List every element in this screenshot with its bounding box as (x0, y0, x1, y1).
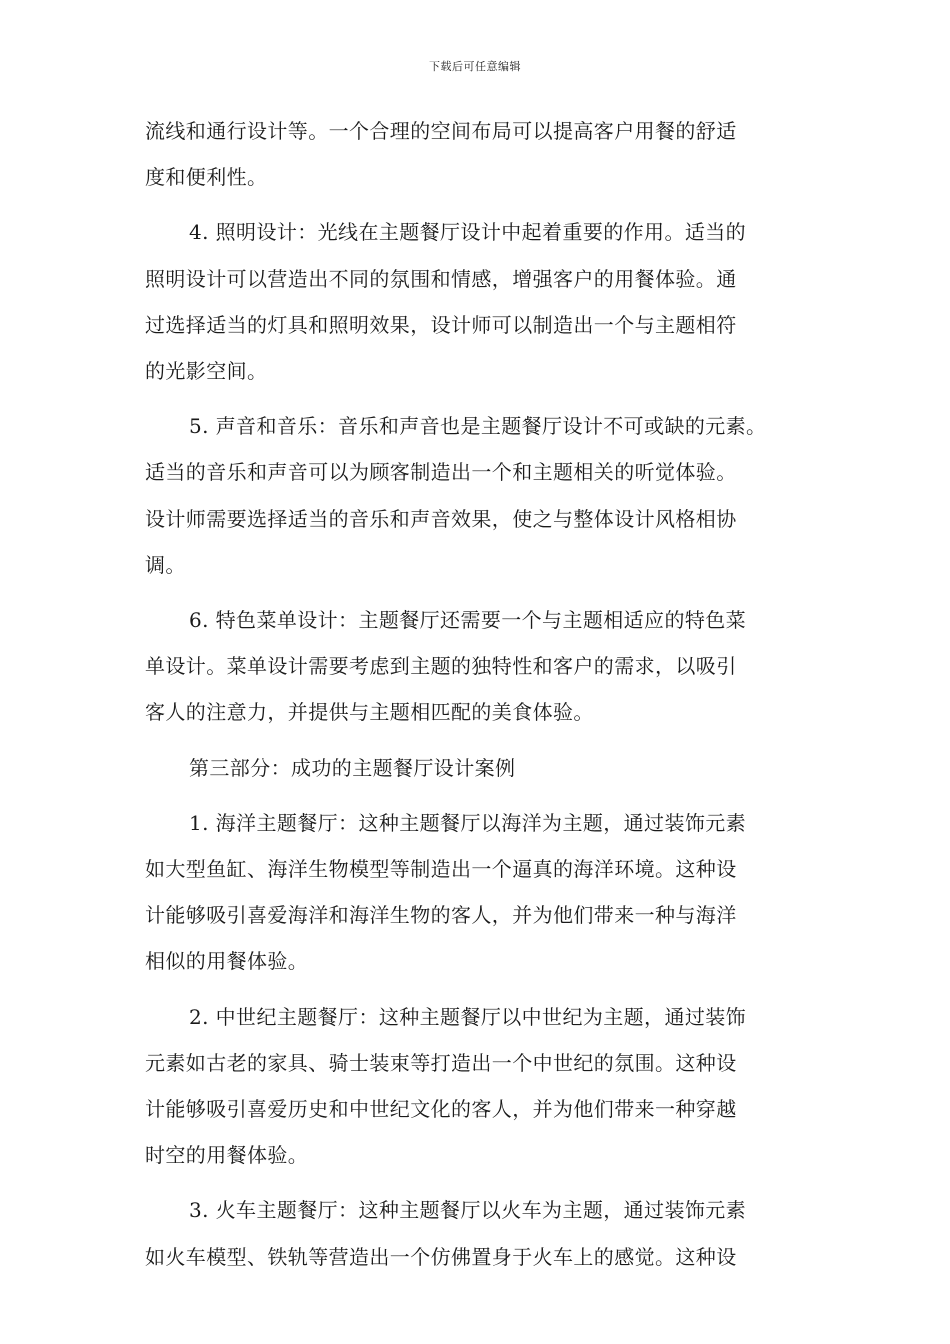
paragraph-layout-continued (145, 108, 815, 200)
text-line: 如火车模型、铁轨等营造出一个仿佛置身于火车上的感觉。这种设 (145, 1244, 737, 1269)
text-line: 流线和通行设计等。一个合理的空间布局可以提高客户用餐的舒适 (145, 119, 737, 143)
body-text (145, 108, 815, 1289)
paragraph-lighting-design (145, 209, 815, 394)
text-line: 4. 照明设计：光线在主题餐厅设计中起着重要的作用。适当的 (189, 220, 747, 245)
text-line: 适当的音乐和声音可以为顾客制造出一个和主题相关的听觉体验。 (145, 460, 737, 485)
text-line: 照明设计可以营造出不同的氛围和情感，增强客户的用餐体验。通 (145, 266, 737, 291)
text-line: 计能够吸引喜爱海洋和海洋生物的客人，并为他们带来一种与海洋 (145, 903, 737, 928)
text-line: 调。 (145, 552, 186, 577)
text-line: 如大型鱼缸、海洋生物模型等制造出一个逼真的海洋环境。这种设 (145, 857, 737, 882)
text-line: 时空的用餐体验。 (145, 1143, 309, 1168)
text-line: 设计师需要选择适当的音乐和声音效果，使之与整体设计风格相协 (145, 506, 737, 531)
paragraph-menu-design (145, 597, 815, 736)
paragraph-sound-music (145, 403, 815, 588)
section-heading-part-three (145, 745, 815, 791)
text-line: 度和便利性。 (145, 165, 268, 190)
text-line: 元素如古老的家具、骑士装束等打造出一个中世纪的氛围。这种设 (145, 1050, 737, 1075)
paragraph-ocean-restaurant (145, 800, 815, 985)
text-line: 6. 特色菜单设计：主题餐厅还需要一个与主题相适应的特色菜 (189, 608, 747, 633)
section-heading: 第三部分：成功的主题餐厅设计案例 (189, 755, 516, 780)
paragraph-medieval-restaurant (145, 994, 815, 1179)
header-note: 下载后可任意编辑 (429, 60, 521, 73)
text-line: 单设计。菜单设计需要考虑到主题的独特性和客户的需求，以吸引 (145, 654, 737, 679)
text-line: 过选择适当的灯具和照明效果，设计师可以制造出一个与主题相符 (145, 312, 737, 337)
text-line: 5. 声音和音乐：音乐和声音也是主题餐厅设计不可或缺的元素。 (189, 414, 767, 439)
text-line: 的光影空间。 (145, 359, 268, 384)
text-line: 客人的注意力，并提供与主题相匹配的美食体验。 (145, 700, 594, 725)
paragraph-train-restaurant (145, 1187, 815, 1279)
text-line: 计能够吸引喜爱历史和中世纪文化的客人，并为他们带来一种穿越 (145, 1097, 737, 1122)
text-line: 3. 火车主题餐厅：这种主题餐厅以火车为主题，通过装饰元素 (189, 1198, 747, 1223)
text-line: 1. 海洋主题餐厅：这种主题餐厅以海洋为主题，通过装饰元素 (189, 810, 747, 835)
text-line: 相似的用餐体验。 (145, 949, 309, 974)
text-line: 2. 中世纪主题餐厅：这种主题餐厅以中世纪为主题，通过装饰 (189, 1004, 747, 1029)
